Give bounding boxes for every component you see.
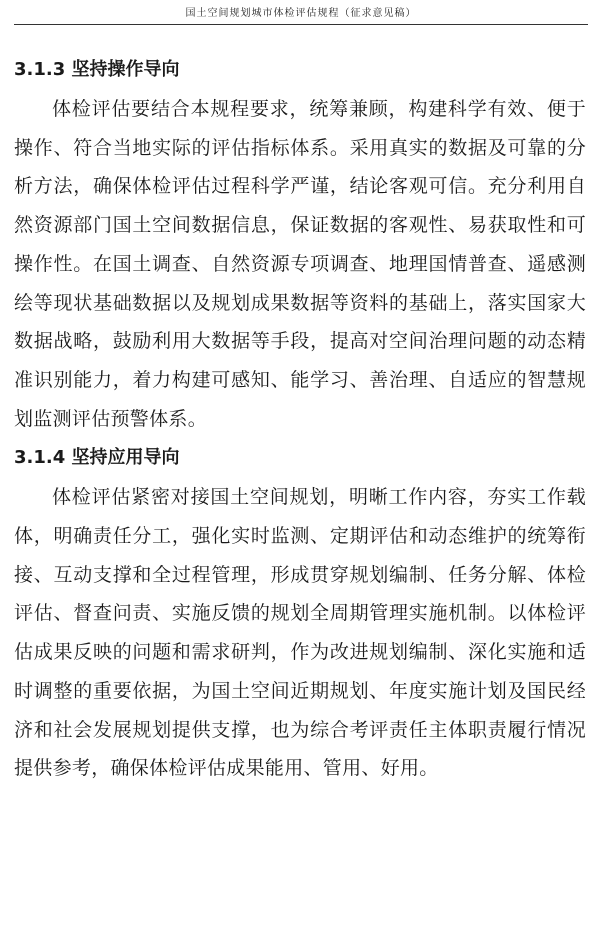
section-heading: 3.1.3 坚持操作导向 — [14, 59, 180, 80]
section-3-1-4 — [14, 438, 586, 788]
section-paragraph: 体检评估要结合本规程要求，统筹兼顾，构建科学有效、便于操作、符合当地实际的评估指标体系。采用真实的数据及可靠的分析方法，确保体检评估过程科学严谨，结论客观可信。充分利用自然资源部门国土空间数据信息，保证数据的客观性、易获取性和可操作性。在国土调查、自然资源专项调查、地理国情普查、遥感测绘等现状基础数据以及规划成果数据等资料的基础上，落实国家大数据战略，鼓励利用大数据等手段，提高对空间治理问题的动态精准识别能力，着力构建可感知、能学习、善治理、自适应的智慧规划监测评估预警体系。 — [14, 98, 586, 430]
section-paragraph: 体检评估紧密对接国土空间规划，明晰工作内容，夯实工作载体，明确责任分工，强化实时监测、定期评估和动态维护的统筹衔接、互动支撑和全过程管理，形成贯穿规划编制、任务分解、体检评估、督查问责、实施反馈的规划全周期管理实施机制。以体检评估成果反映的问题和需求研判，作为改进规划编制、深化实施和适时调整的重要依据，为国土空间近期规划、年度实施计划及国民经济和社会发展规划提供支撑，也为综合考评责任主体职责履行情况提供参考，确保体检评估成果能用、管用、好用。 — [14, 486, 586, 780]
section-3-1-3 — [14, 50, 586, 438]
page-header: 国土空间规划城市体检评估规程（征求意见稿） — [14, 6, 588, 25]
section-heading: 3.1.4 坚持应用导向 — [14, 447, 180, 469]
document-body — [14, 50, 586, 788]
